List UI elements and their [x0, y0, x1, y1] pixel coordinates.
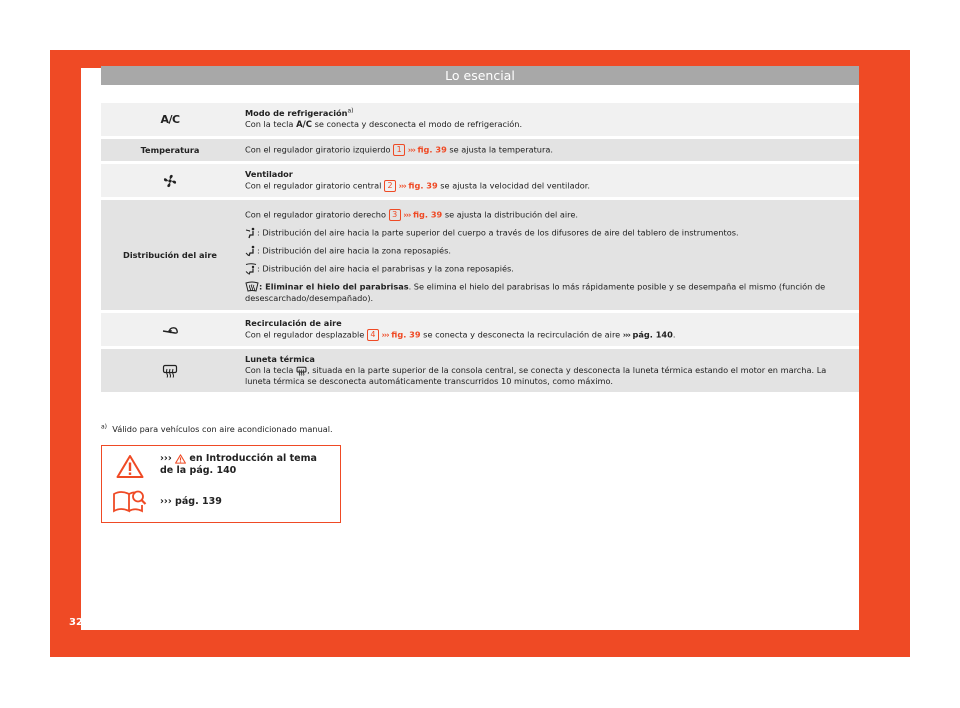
- row-title: Recirculación de aire: [245, 318, 342, 328]
- table-row: [101, 200, 859, 310]
- ref-arrows: ›››: [381, 329, 389, 340]
- fan-label: [101, 164, 239, 197]
- footnote: [101, 424, 801, 435]
- table-row: [101, 103, 859, 136]
- page-reference[interactable]: [160, 496, 222, 507]
- table-row: [101, 164, 859, 197]
- footnote-mark: a): [101, 423, 108, 431]
- reference-text: en Introducción al tema de la pág. 140: [160, 453, 317, 476]
- fan-icon: [162, 173, 178, 189]
- windshield-footwell-airflow-icon: [245, 263, 257, 275]
- ref-arrows: ›››: [407, 144, 415, 155]
- windshield-defrost-icon: [245, 281, 259, 293]
- desc-text: se ajusta la temperatura.: [446, 144, 553, 155]
- desc-text: se ajusta la distribución del aire.: [442, 209, 579, 220]
- recirculation-label: [101, 313, 239, 346]
- desc-text: Con el regulador giratorio izquierdo: [245, 144, 394, 155]
- desc-text: Con el regulador giratorio central: [245, 180, 385, 191]
- desc-text: .: [672, 329, 676, 340]
- desc-text: : Distribución del aire hacia el parabrisas y la zona reposapiés.: [257, 263, 514, 274]
- warning-reference[interactable]: [160, 453, 332, 477]
- desc-text: : Distribución del aire hacia la parte superior del cuerpo a través de los difusores de aire del tablero de instrumentos.: [257, 227, 739, 238]
- desc-text: : Distribución del aire hacia la zona reposapiés.: [257, 245, 451, 256]
- desc-text: : Eliminar el hielo del parabrisas: [259, 281, 409, 292]
- row-label: Temperatura: [101, 139, 239, 161]
- ac-key-inline: A/C: [296, 120, 312, 130]
- footnote-text: Válido para vehículos con aire acondicionado manual.: [112, 424, 333, 434]
- rear-defrost-inline-icon: [296, 366, 307, 376]
- footnote-mark: a): [347, 107, 354, 115]
- ref-arrows: ›››: [398, 180, 406, 191]
- desc-text: . Se elimina el hielo del parabrisas lo más rápidamente posible y se desempaña el mismo (función de desescarchado/desempañado).: [245, 281, 826, 303]
- table-row: [101, 139, 859, 161]
- callout-number: 3: [389, 209, 401, 221]
- figure-link[interactable]: fig. 39: [408, 180, 438, 191]
- ref-arrows: ›››: [160, 453, 172, 464]
- rear-defrost-desc: [239, 349, 859, 392]
- air-distribution-desc: [239, 200, 859, 310]
- desc-text: , situada en la parte superior de la consola central, se conecta y desconecta la luneta térmica estando el motor en marcha. La luneta térmica se desconecta automáticamente transcurridos 10 minutos, como máximo.: [245, 365, 827, 386]
- callout-number: 4: [367, 329, 379, 341]
- desc-text: Con el regulador giratorio derecho: [245, 209, 389, 220]
- rear-defrost-icon: [162, 364, 178, 378]
- page-link[interactable]: pág. 140: [632, 329, 673, 340]
- table-row: [101, 313, 859, 346]
- footwell-airflow-icon: [245, 245, 257, 257]
- figure-link[interactable]: fig. 39: [417, 144, 447, 155]
- desc-text: se conecta y desconecta la recirculación de aire: [420, 329, 623, 340]
- ref-arrows: ›››: [403, 209, 411, 220]
- ac-label: [101, 103, 239, 136]
- figure-link[interactable]: fig. 39: [391, 329, 421, 340]
- rear-defrost-label: [101, 349, 239, 392]
- figure-link[interactable]: fig. 39: [412, 209, 443, 220]
- spec-table: [101, 100, 859, 395]
- page-number: 32: [69, 617, 83, 628]
- reference-text: pág. 139: [171, 496, 222, 507]
- recirculation-icon: [161, 324, 179, 336]
- row-title: Luneta térmica: [245, 354, 315, 364]
- fan-desc: [239, 164, 859, 197]
- recirculation-desc: [239, 313, 859, 346]
- desc-text: se conecta y desconecta el modo de refrigeración.: [311, 119, 523, 129]
- row-title: Modo de refrigeración: [245, 108, 348, 118]
- upper-body-airflow-icon: [245, 227, 257, 239]
- ref-arrows: ›››: [160, 496, 172, 507]
- callout-number: 1: [393, 144, 405, 156]
- desc-text: Con la tecla: [245, 365, 297, 375]
- section-header: Lo esencial: [101, 66, 859, 85]
- ref-arrows: ›››: [622, 329, 630, 340]
- reference-box: [101, 445, 341, 523]
- row-label: Distribución del aire: [101, 200, 239, 310]
- warning-small-icon: [175, 454, 186, 464]
- warning-icon: [116, 454, 144, 479]
- table-row: [101, 349, 859, 392]
- ac-key-icon: A/C: [160, 112, 180, 126]
- temperature-desc: [239, 139, 859, 161]
- row-title: Ventilador: [245, 169, 293, 179]
- desc-text: Con la tecla: [245, 119, 297, 129]
- callout-number: 2: [384, 180, 396, 192]
- ac-desc: [239, 103, 859, 136]
- manual-book-icon: [112, 488, 148, 514]
- desc-text: se ajusta la velocidad del ventilador.: [437, 180, 591, 191]
- desc-text: Con el regulador desplazable: [245, 329, 367, 340]
